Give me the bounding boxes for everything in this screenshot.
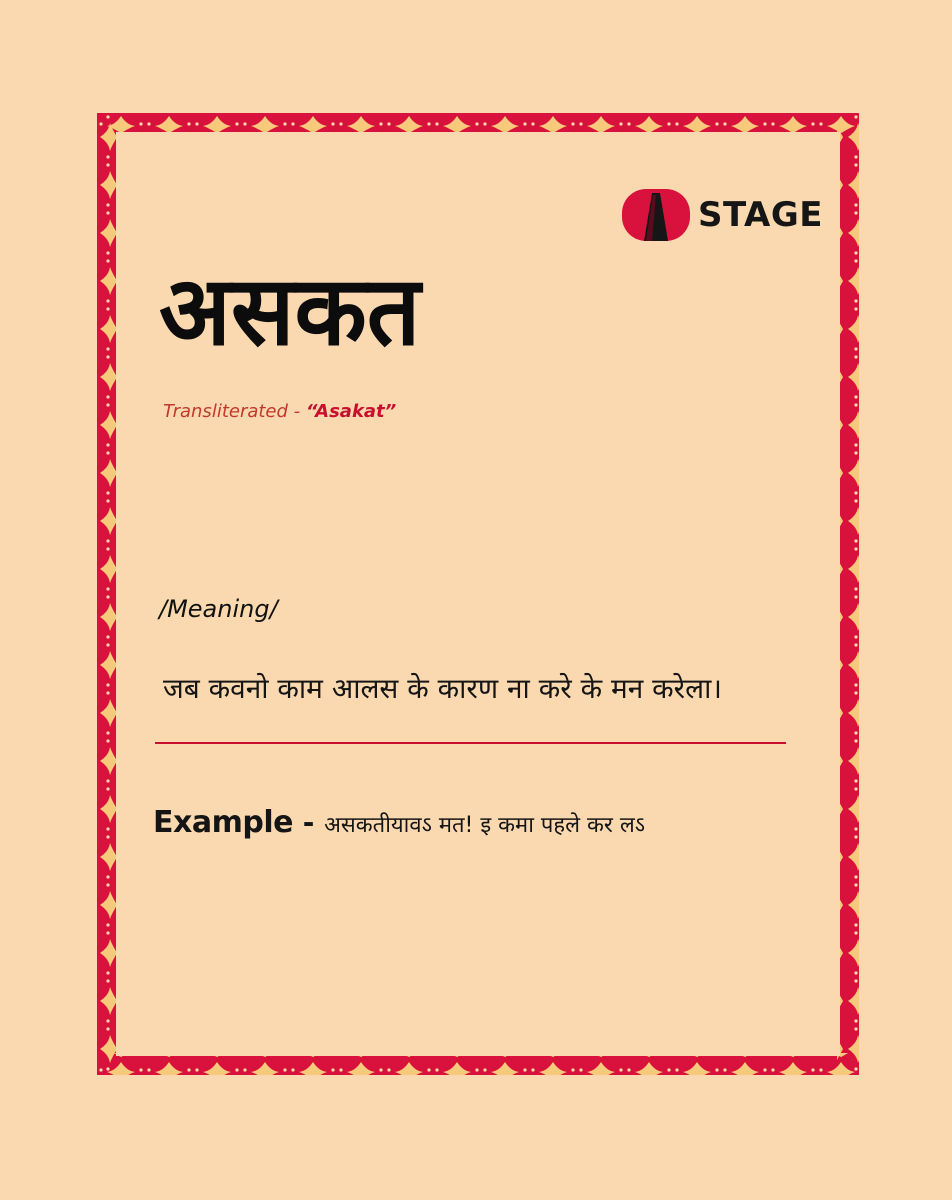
example-text: असकतीयावऽ मत! इ कमा पहले कर लऽ [324, 813, 646, 838]
transliteration [163, 401, 396, 422]
headword: असकत [159, 255, 421, 367]
example-label: Example [153, 805, 293, 840]
transliteration-value: “Asakat” [305, 401, 397, 422]
meaning-label: /Meaning/ [159, 595, 278, 623]
meaning-text: जब कवनो काम आलस के कारण ना करे के मन करेला। [163, 672, 722, 705]
word-card [97, 113, 859, 1075]
card-content [119, 135, 837, 1053]
example-sentence [153, 805, 645, 840]
transliteration-label: Transliterated - [163, 401, 306, 422]
stage-logo-icon [622, 189, 690, 241]
brand-name: STAGE [698, 195, 823, 235]
divider [155, 742, 786, 744]
example-separator: - [292, 806, 325, 839]
brand-logo[interactable] [622, 189, 823, 241]
